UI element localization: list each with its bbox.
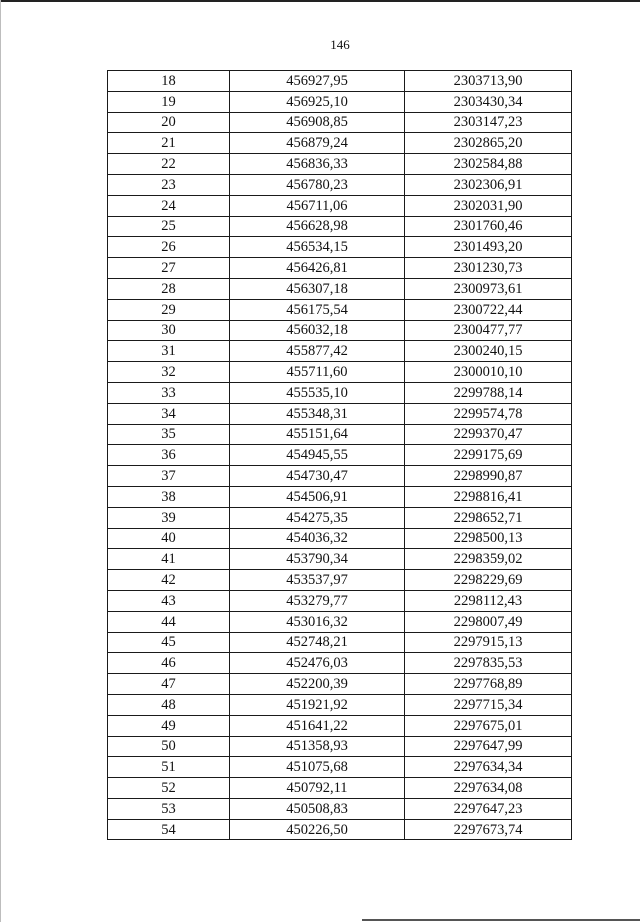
y-coordinate-cell: 2297647,99 — [405, 736, 572, 757]
y-coordinate-cell: 2299175,69 — [405, 445, 572, 466]
point-number-cell: 38 — [108, 486, 230, 507]
x-coordinate-cell: 455535,10 — [230, 382, 405, 403]
point-number-cell: 34 — [108, 403, 230, 424]
table-row — [108, 133, 572, 154]
table-row — [108, 798, 572, 819]
table-row — [108, 258, 572, 279]
y-coordinate-cell: 2300010,10 — [405, 362, 572, 383]
y-coordinate-cell: 2297915,13 — [405, 632, 572, 653]
scan-bottom-edge — [362, 919, 640, 921]
x-coordinate-cell: 456925,10 — [230, 91, 405, 112]
x-coordinate-cell: 456836,33 — [230, 154, 405, 175]
y-coordinate-cell: 2301760,46 — [405, 216, 572, 237]
x-coordinate-cell: 456175,54 — [230, 299, 405, 320]
x-coordinate-cell: 450792,11 — [230, 778, 405, 799]
x-coordinate-cell: 456534,15 — [230, 237, 405, 258]
point-number-cell: 29 — [108, 299, 230, 320]
point-number-cell: 30 — [108, 320, 230, 341]
x-coordinate-cell: 451921,92 — [230, 694, 405, 715]
table-row — [108, 278, 572, 299]
y-coordinate-cell: 2298500,13 — [405, 528, 572, 549]
x-coordinate-cell: 456628,98 — [230, 216, 405, 237]
coordinates-table-body — [108, 71, 572, 840]
point-number-cell: 36 — [108, 445, 230, 466]
y-coordinate-cell: 2299370,47 — [405, 424, 572, 445]
x-coordinate-cell: 455151,64 — [230, 424, 405, 445]
y-coordinate-cell: 2297715,34 — [405, 694, 572, 715]
point-number-cell: 47 — [108, 674, 230, 695]
x-coordinate-cell: 453790,34 — [230, 549, 405, 570]
x-coordinate-cell: 455348,31 — [230, 403, 405, 424]
table-row — [108, 653, 572, 674]
page-number: 146 — [330, 37, 350, 52]
y-coordinate-cell: 2298112,43 — [405, 590, 572, 611]
x-coordinate-cell: 453279,77 — [230, 590, 405, 611]
point-number-cell: 33 — [108, 382, 230, 403]
y-coordinate-cell: 2301230,73 — [405, 258, 572, 279]
table-row — [108, 237, 572, 258]
table-row — [108, 674, 572, 695]
y-coordinate-cell: 2297647,23 — [405, 798, 572, 819]
table-row — [108, 424, 572, 445]
point-number-cell: 24 — [108, 195, 230, 216]
y-coordinate-cell: 2302865,20 — [405, 133, 572, 154]
point-number-cell: 27 — [108, 258, 230, 279]
y-coordinate-cell: 2303430,34 — [405, 91, 572, 112]
table-row — [108, 320, 572, 341]
table-row — [108, 382, 572, 403]
table-row — [108, 299, 572, 320]
table-row — [108, 757, 572, 778]
point-number-cell: 46 — [108, 653, 230, 674]
y-coordinate-cell: 2301493,20 — [405, 237, 572, 258]
x-coordinate-cell: 453016,32 — [230, 611, 405, 632]
point-number-cell: 19 — [108, 91, 230, 112]
y-coordinate-cell: 2300722,44 — [405, 299, 572, 320]
point-number-cell: 53 — [108, 798, 230, 819]
point-number-cell: 37 — [108, 466, 230, 487]
point-number-cell: 35 — [108, 424, 230, 445]
y-coordinate-cell: 2303147,23 — [405, 112, 572, 133]
table-row — [108, 632, 572, 653]
table-row — [108, 590, 572, 611]
point-number-cell: 40 — [108, 528, 230, 549]
point-number-cell: 22 — [108, 154, 230, 175]
table-row — [108, 819, 572, 840]
y-coordinate-cell: 2297634,34 — [405, 757, 572, 778]
x-coordinate-cell: 456307,18 — [230, 278, 405, 299]
point-number-cell: 32 — [108, 362, 230, 383]
table-row — [108, 91, 572, 112]
y-coordinate-cell: 2298229,69 — [405, 570, 572, 591]
x-coordinate-cell: 456780,23 — [230, 174, 405, 195]
point-number-cell: 18 — [108, 71, 230, 92]
point-number-cell: 20 — [108, 112, 230, 133]
table-row — [108, 466, 572, 487]
x-coordinate-cell: 456927,95 — [230, 71, 405, 92]
point-number-cell: 51 — [108, 757, 230, 778]
point-number-cell: 52 — [108, 778, 230, 799]
point-number-cell: 45 — [108, 632, 230, 653]
x-coordinate-cell: 456908,85 — [230, 112, 405, 133]
point-number-cell: 44 — [108, 611, 230, 632]
y-coordinate-cell: 2297634,08 — [405, 778, 572, 799]
point-number-cell: 25 — [108, 216, 230, 237]
coordinates-table — [107, 70, 572, 840]
table-row — [108, 736, 572, 757]
x-coordinate-cell: 456879,24 — [230, 133, 405, 154]
x-coordinate-cell: 455877,42 — [230, 341, 405, 362]
table-row — [108, 694, 572, 715]
point-number-cell: 43 — [108, 590, 230, 611]
table-row — [108, 216, 572, 237]
table-row — [108, 528, 572, 549]
table-row — [108, 154, 572, 175]
y-coordinate-cell: 2297835,53 — [405, 653, 572, 674]
scan-left-edge — [0, 0, 1, 922]
point-number-cell: 48 — [108, 694, 230, 715]
table-row — [108, 445, 572, 466]
y-coordinate-cell: 2297675,01 — [405, 715, 572, 736]
y-coordinate-cell: 2303713,90 — [405, 71, 572, 92]
table-row — [108, 486, 572, 507]
table-row — [108, 715, 572, 736]
table-row — [108, 611, 572, 632]
point-number-cell: 26 — [108, 237, 230, 258]
x-coordinate-cell: 454036,32 — [230, 528, 405, 549]
x-coordinate-cell: 456711,06 — [230, 195, 405, 216]
table-row — [108, 341, 572, 362]
y-coordinate-cell: 2298816,41 — [405, 486, 572, 507]
point-number-cell: 23 — [108, 174, 230, 195]
x-coordinate-cell: 456032,18 — [230, 320, 405, 341]
y-coordinate-cell: 2302031,90 — [405, 195, 572, 216]
x-coordinate-cell: 454506,91 — [230, 486, 405, 507]
y-coordinate-cell: 2299788,14 — [405, 382, 572, 403]
point-number-cell: 50 — [108, 736, 230, 757]
y-coordinate-cell: 2298359,02 — [405, 549, 572, 570]
x-coordinate-cell: 454730,47 — [230, 466, 405, 487]
table-row — [108, 403, 572, 424]
y-coordinate-cell: 2300973,61 — [405, 278, 572, 299]
y-coordinate-cell: 2299574,78 — [405, 403, 572, 424]
x-coordinate-cell: 451358,93 — [230, 736, 405, 757]
y-coordinate-cell: 2302306,91 — [405, 174, 572, 195]
point-number-cell: 28 — [108, 278, 230, 299]
y-coordinate-cell: 2298007,49 — [405, 611, 572, 632]
table-row — [108, 112, 572, 133]
x-coordinate-cell: 454275,35 — [230, 507, 405, 528]
point-number-cell: 31 — [108, 341, 230, 362]
point-number-cell: 49 — [108, 715, 230, 736]
point-number-cell: 54 — [108, 819, 230, 840]
y-coordinate-cell: 2298990,87 — [405, 466, 572, 487]
point-number-cell: 39 — [108, 507, 230, 528]
x-coordinate-cell: 455711,60 — [230, 362, 405, 383]
x-coordinate-cell: 450226,50 — [230, 819, 405, 840]
table-row — [108, 570, 572, 591]
table-row — [108, 549, 572, 570]
y-coordinate-cell: 2297768,89 — [405, 674, 572, 695]
table-row — [108, 195, 572, 216]
table-row — [108, 778, 572, 799]
y-coordinate-cell: 2300477,77 — [405, 320, 572, 341]
x-coordinate-cell: 454945,55 — [230, 445, 405, 466]
x-coordinate-cell: 452476,03 — [230, 653, 405, 674]
y-coordinate-cell: 2300240,15 — [405, 341, 572, 362]
scan-top-edge — [0, 0, 640, 2]
y-coordinate-cell: 2298652,71 — [405, 507, 572, 528]
point-number-cell: 41 — [108, 549, 230, 570]
x-coordinate-cell: 451075,68 — [230, 757, 405, 778]
point-number-cell: 42 — [108, 570, 230, 591]
table-row — [108, 71, 572, 92]
y-coordinate-cell: 2297673,74 — [405, 819, 572, 840]
table-row — [108, 507, 572, 528]
table-row — [108, 174, 572, 195]
point-number-cell: 21 — [108, 133, 230, 154]
x-coordinate-cell: 451641,22 — [230, 715, 405, 736]
y-coordinate-cell: 2302584,88 — [405, 154, 572, 175]
x-coordinate-cell: 450508,83 — [230, 798, 405, 819]
x-coordinate-cell: 456426,81 — [230, 258, 405, 279]
table-row — [108, 362, 572, 383]
x-coordinate-cell: 452748,21 — [230, 632, 405, 653]
x-coordinate-cell: 453537,97 — [230, 570, 405, 591]
x-coordinate-cell: 452200,39 — [230, 674, 405, 695]
